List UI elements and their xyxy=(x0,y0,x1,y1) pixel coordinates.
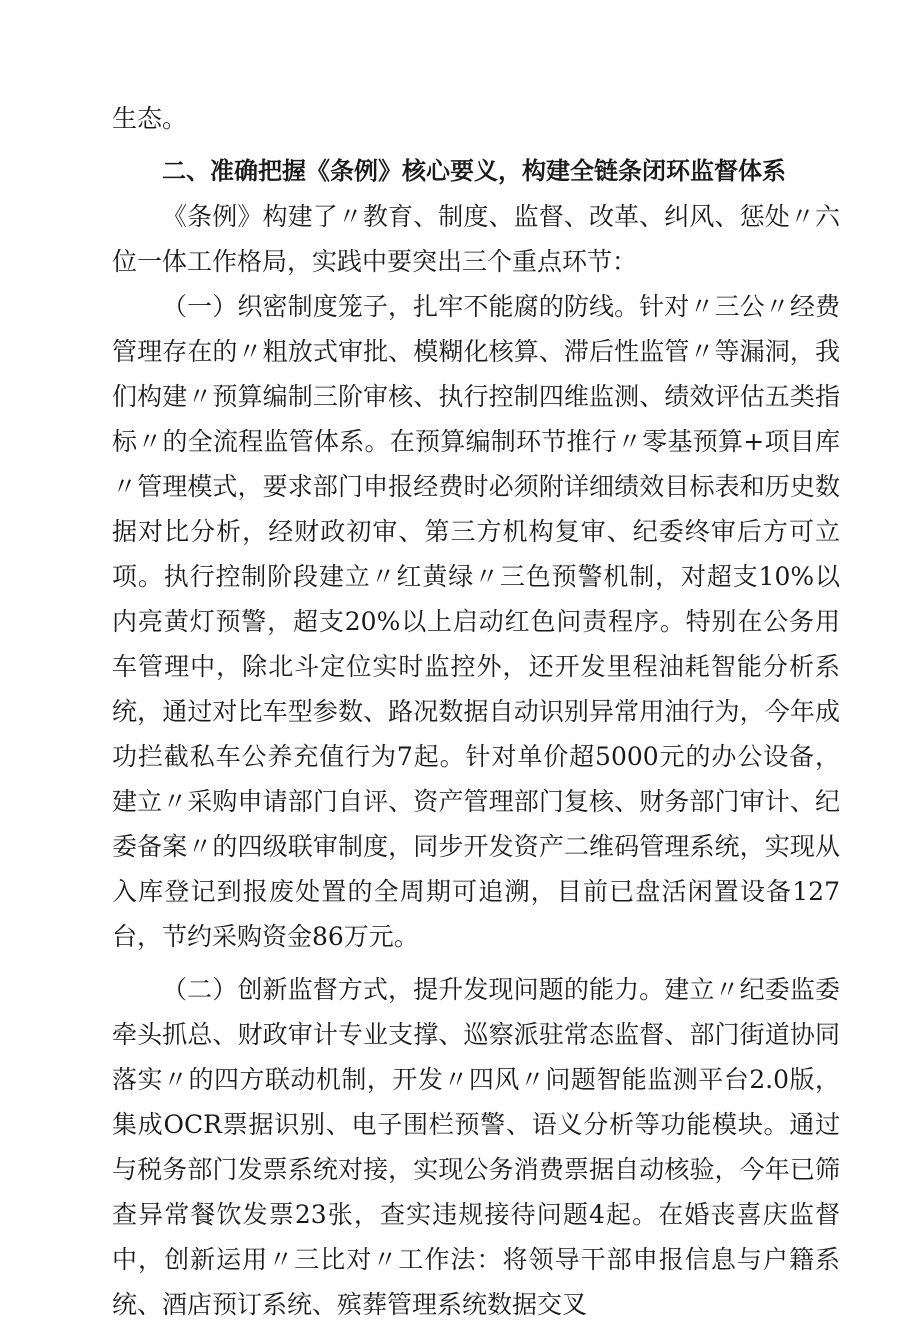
paragraph-continuation: 生态。 xyxy=(112,104,188,133)
section-heading: 二、准确把握《条例》核心要义，构建全链条闭环监督体系 xyxy=(162,157,786,185)
document-body xyxy=(112,96,840,1327)
spacer xyxy=(112,959,840,967)
paragraph-intro: 《条例》构建了〃教育、制度、监督、改革、纠风、惩处〃六位一体工作格局，实践中要突出三个重点环节： xyxy=(112,202,840,276)
spacer xyxy=(112,141,840,149)
paragraph-point-two: （二）创新监督方式，提升发现问题的能力。建立〃纪委监委牵头抓总、财政审计专业支撑、巡察派驻常态监督、部门街道协同落实〃的四方联动机制，开发〃四风〃问题智能监测平台2.0版，集成OCR票据识别、电子围栏预警、语义分析等功能模块。通过与税务部门发票系统对接，实现公务消费票据自动核验，今年已筛查异常餐饮发票23张，查实违规接待问题4起。在婚丧喜庆监督中，创新运用〃三比对〃工作法：将领导干部申报信息与户籍系统、酒店预订系统、殡葬管理系统数据交叉 xyxy=(112,975,840,1319)
paragraph-point-one: （一）织密制度笼子，扎牢不能腐的防线。针对〃三公〃经费管理存在的〃粗放式审批、模糊化核算、滞后性监管〃等漏洞，我们构建〃预算编制三阶审核、执行控制四维监测、绩效评估五类指标〃的全流程监管体系。在预算编制环节推行〃零基预算+项目库〃管理模式，要求部门申报经费时必须附详细绩效目标表和历史数据对比分析，经财政初审、第三方机构复审、纪委终审后方可立项。执行控制阶段建立〃红黄绿〃三色预警机制，对超支10%以内亮黄灯预警，超支20%以上启动红色问责程序。特别在公务用车管理中，除北斗定位实时监控外，还开发里程油耗智能分析系统，通过对比车型参数、路况数据自动识别异常用油行为，今年成功拦截私车公养充值行为7起。针对单价超5000元的办公设备，建立〃采购申请部门自评、资产管理部门复核、财务部门审计、纪委备案〃的四级联审制度，同步开发资产二维码管理系统，实现从入库登记到报废处置的全周期可追溯，目前已盘活闲置设备127台，节约采购资金86万元。 xyxy=(112,292,840,951)
